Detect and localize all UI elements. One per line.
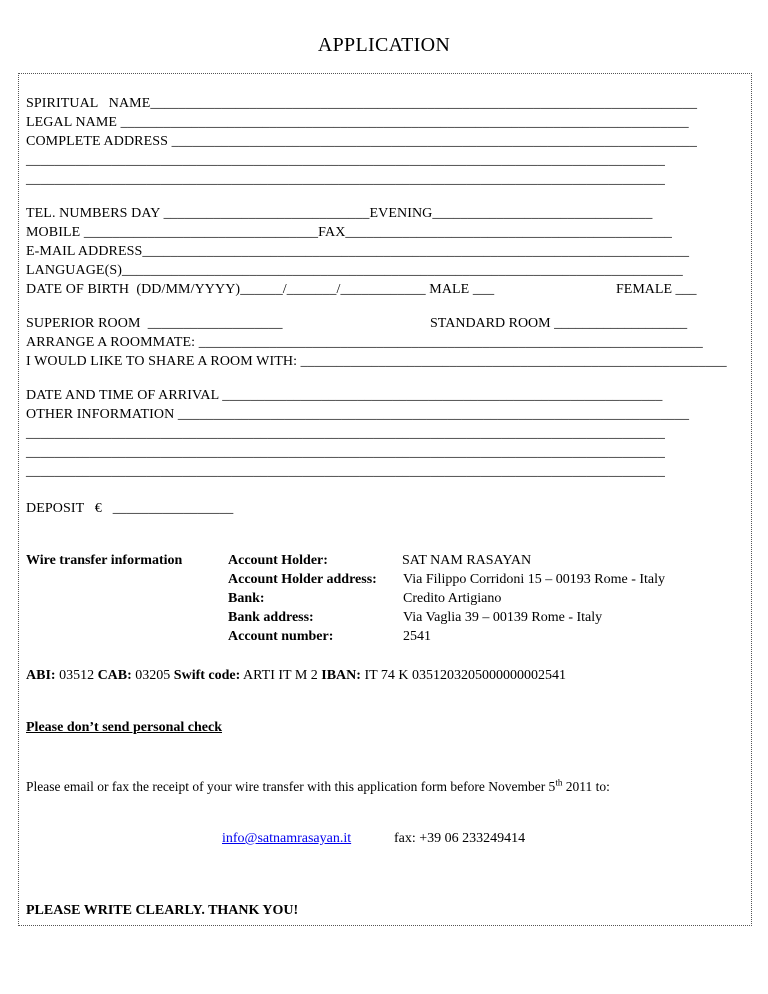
address-line-2-field[interactable]: __________________________________________________________________________________________: [26, 153, 665, 168]
date-of-birth-field[interactable]: DATE OF BIRTH (DD/MM/YYYY)______/_______/____________ MALE ___: [26, 282, 495, 297]
account-holder-value: SAT NAM RASAYAN: [402, 553, 532, 568]
account-number-value: 2541: [403, 629, 431, 644]
bank-address-value: Via Vaglia 39 – 00139 Rome - Italy: [403, 610, 603, 625]
standard-room-field[interactable]: STANDARD ROOM ___________________: [430, 316, 688, 331]
closing-note: PLEASE WRITE CLEARLY. THANK YOU!: [26, 903, 299, 918]
arrival-field[interactable]: DATE AND TIME OF ARRIVAL ______________________________________________________________: [26, 388, 663, 403]
legal-name-field[interactable]: LEGAL NAME ________________________________________________________________________________: [26, 115, 689, 130]
account-holder-address-value: Via Filippo Corridoni 15 – 00193 Rome - Italy: [403, 572, 666, 587]
tel-numbers-field[interactable]: TEL. NUMBERS DAY _____________________________EVENING_______________________________: [26, 206, 653, 221]
female-field[interactable]: FEMALE ___: [616, 282, 697, 297]
swift-label: Swift code:: [173, 668, 241, 683]
deposit-field[interactable]: DEPOSIT € _________________: [26, 501, 234, 516]
cab-label: CAB:: [97, 668, 132, 683]
page-title: APPLICATION: [317, 34, 451, 56]
address-field[interactable]: COMPLETE ADDRESS __________________________________________________________________________: [26, 134, 698, 149]
superior-room-field[interactable]: SUPERIOR ROOM ___________________: [26, 316, 283, 331]
superscript-th: th: [555, 777, 563, 788]
swift-value: ARTI IT M 2: [243, 668, 318, 683]
account-holder-address-label: Account Holder address:: [228, 572, 377, 587]
other-information-line-3[interactable]: __________________________________________________________________________________________: [26, 445, 665, 460]
other-information-field[interactable]: OTHER INFORMATION ________________________________________________________________________: [26, 407, 690, 422]
other-information-line-4[interactable]: __________________________________________________________________________________________: [26, 464, 665, 479]
cab-value: 03205: [135, 668, 171, 683]
wire-transfer-heading: Wire transfer information: [26, 553, 183, 568]
account-holder-label: Account Holder:: [228, 553, 328, 568]
email-link[interactable]: info@satnamrasayan.it: [222, 831, 352, 846]
abi-value: 03512: [59, 668, 95, 683]
bank-address-label: Bank address:: [228, 610, 314, 625]
no-personal-check-note: Please don’t send personal check: [26, 720, 222, 735]
spiritual-name-field[interactable]: SPIRITUAL NAME_____________________________________________________________________________: [26, 96, 698, 111]
abi-label: ABI:: [26, 668, 56, 683]
bank-value: Credito Artigiano: [403, 591, 502, 606]
share-room-field[interactable]: I WOULD LIKE TO SHARE A ROOM WITH: ____________________________________________________________: [26, 354, 727, 369]
iban-label: IBAN:: [321, 668, 361, 683]
email-address-field[interactable]: E-MAIL ADDRESS_____________________________________________________________________________: [26, 244, 690, 259]
other-information-line-2[interactable]: __________________________________________________________________________________________: [26, 426, 665, 441]
email-instruction-text: Please email or fax the receipt of your wire transfer with this application form before November 5: [26, 779, 556, 794]
bank-label: Bank:: [228, 591, 265, 606]
roommate-field[interactable]: ARRANGE A ROOMMATE: _______________________________________________________________________: [26, 335, 703, 350]
mobile-fax-field[interactable]: MOBILE _________________________________FAX______________________________________________: [26, 225, 673, 240]
fax-number: fax: +39 06 233249414: [394, 831, 526, 846]
email-instruction: [26, 779, 610, 795]
email-instruction-end: 2011 to:: [562, 779, 610, 794]
address-line-3-field[interactable]: __________________________________________________________________________________________: [26, 172, 665, 187]
bank-codes-line: [26, 668, 566, 684]
iban-value: IT 74 K 0351203205000000002541: [364, 668, 567, 683]
languages-field[interactable]: LANGUAGE(S)_______________________________________________________________________________: [26, 263, 683, 278]
account-number-label: Account number:: [228, 629, 334, 644]
